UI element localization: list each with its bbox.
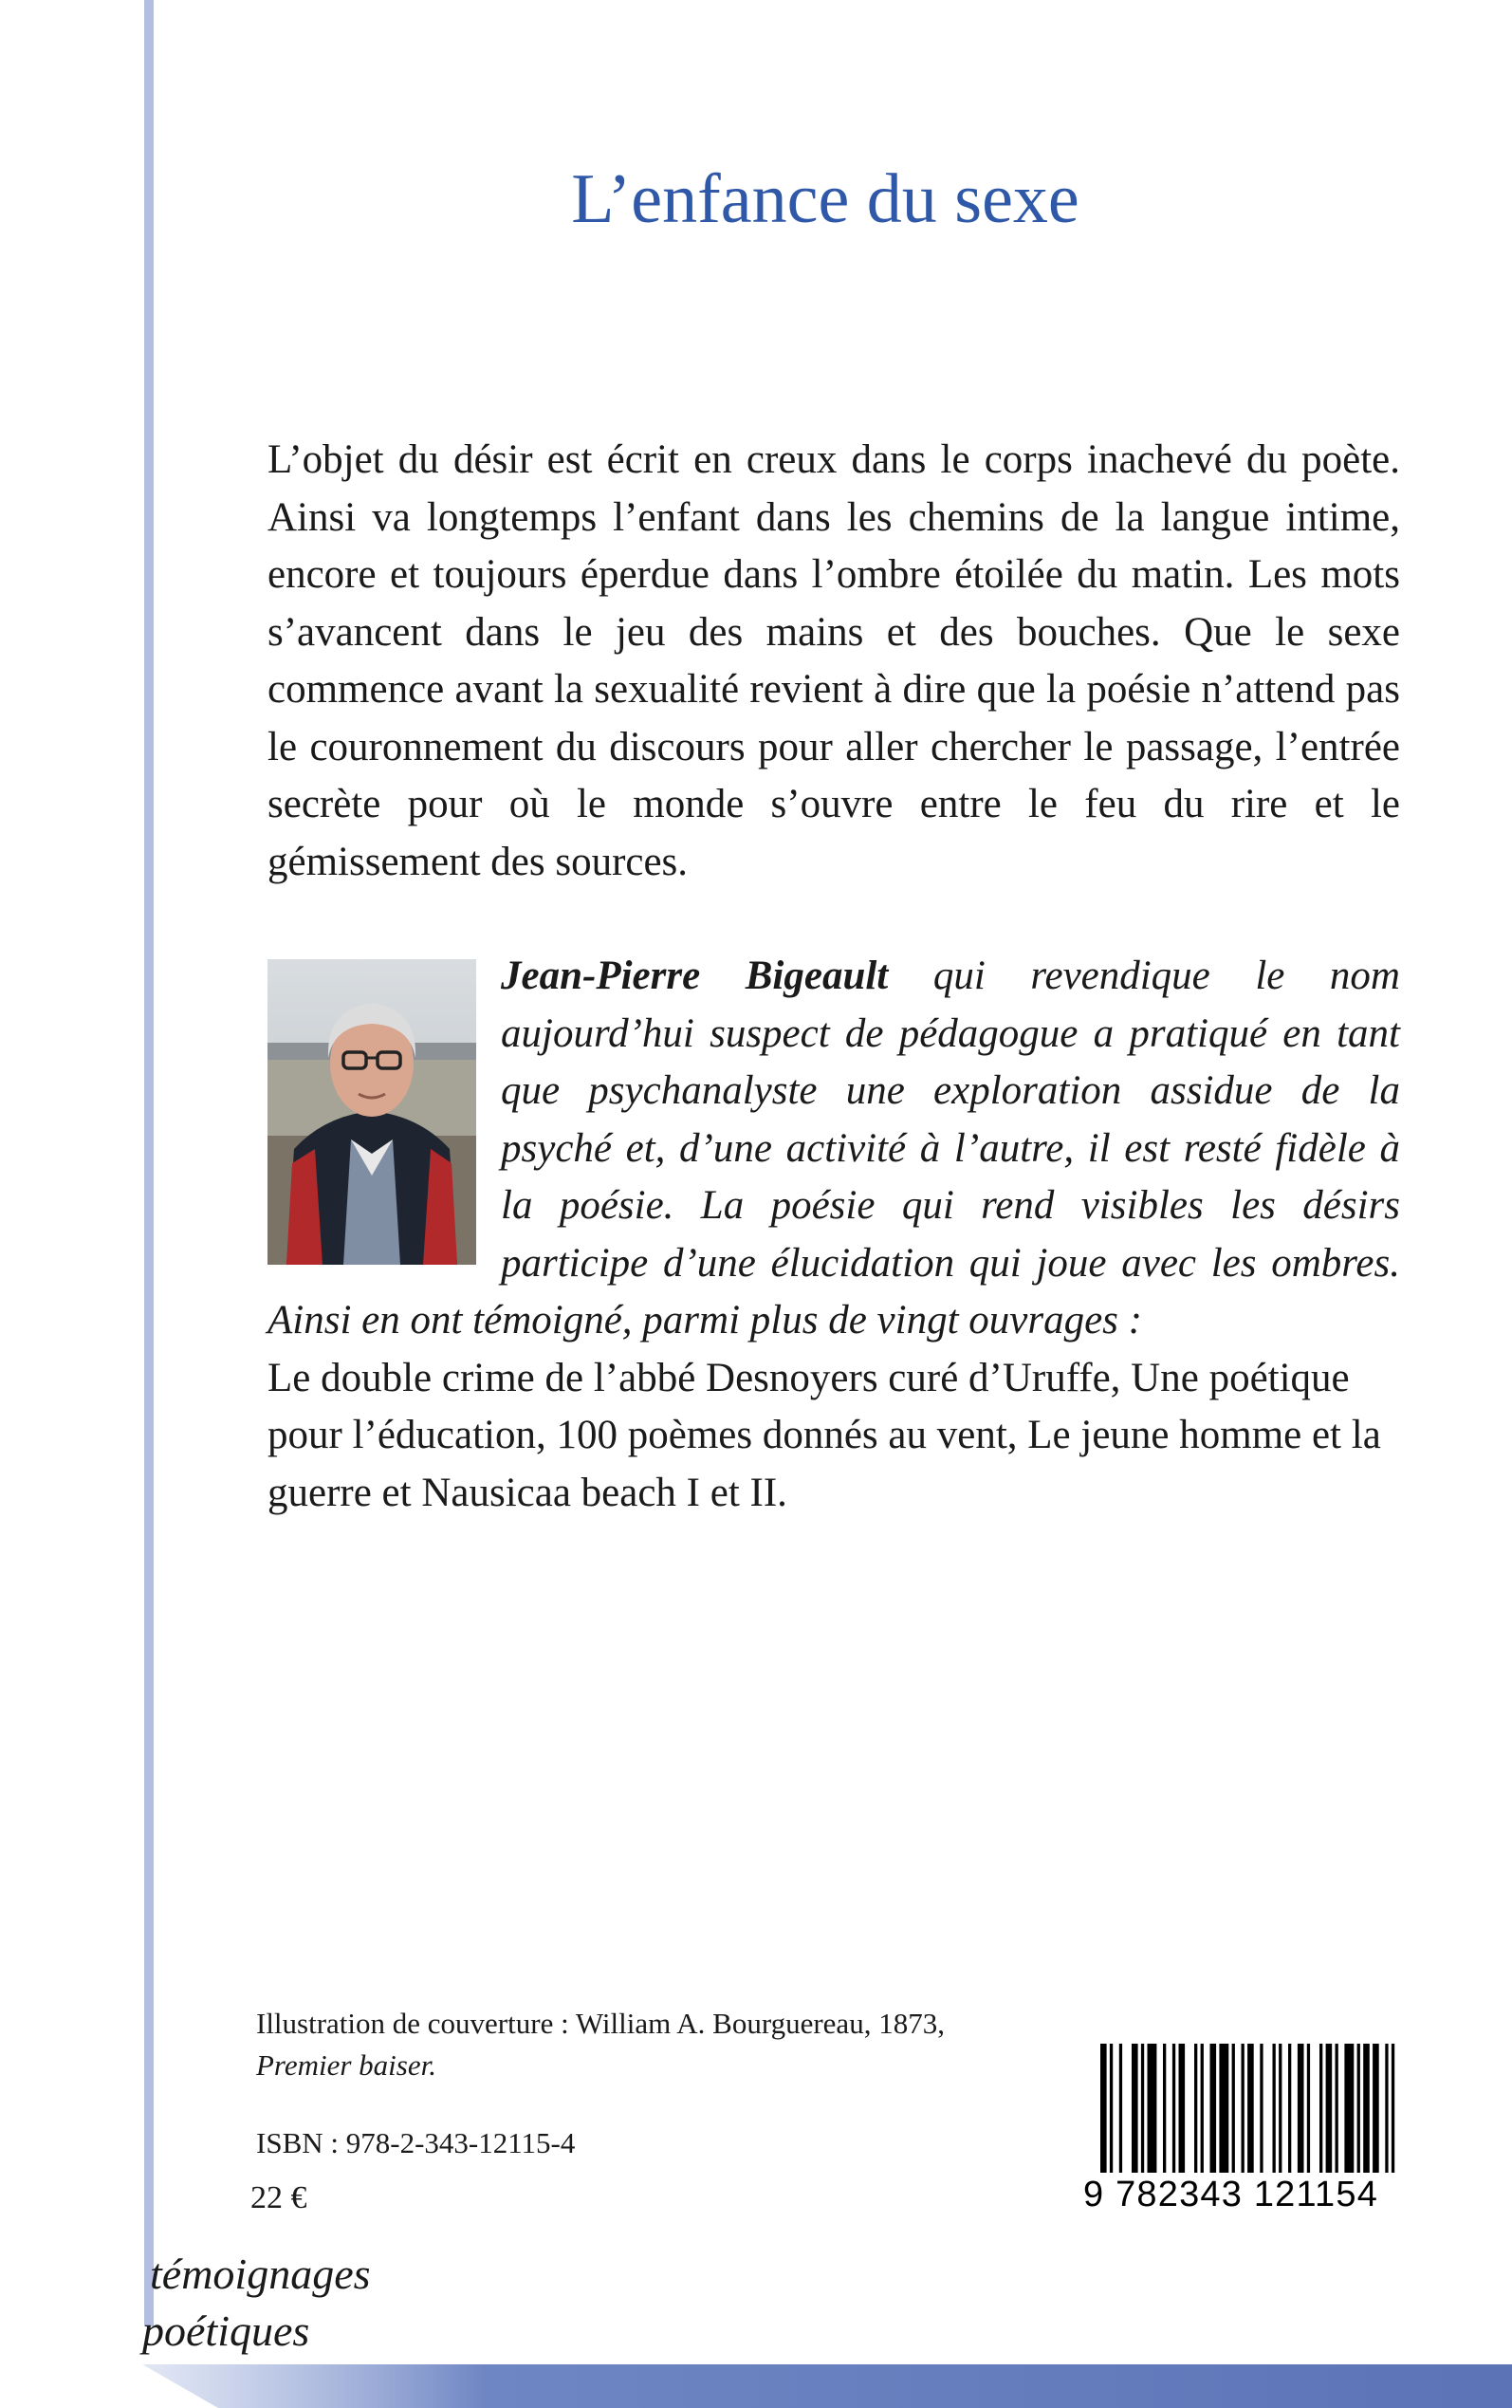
isbn: ISBN : 978-2-343-12115-4 <box>256 2126 576 2159</box>
barcode-bar <box>1194 2044 1197 2173</box>
barcode-digits: 9 782343 121154 <box>1083 2175 1379 2214</box>
barcode-bar <box>1201 2044 1204 2173</box>
barcode-bar <box>1141 2044 1144 2173</box>
cover-illustration-credit <box>256 2003 1110 2086</box>
barcode-bar <box>1132 2044 1138 2173</box>
barcode-bar <box>1119 2044 1122 2173</box>
barcode-bar <box>1219 2044 1228 2173</box>
barcode-bar <box>1373 2044 1379 2173</box>
author-photo <box>267 959 476 1265</box>
author-bio-text: qui revendique le nom aujourd’hui suspect de pédagogue a pratiqué en tant que psychanalyste une exploration assidue de la psyché et, d’une activité à l’autre, il est resté fidèle à la poésie. La poésie qui rend visibles les désirs participe d’une élucidation qui joue avec les ombres. Ainsi en ont témoigné, parmi plus de vingt ouvrages : <box>267 954 1400 1343</box>
author-bio <box>267 948 1400 1522</box>
barcode-bar <box>1260 2044 1263 2173</box>
left-accent-bar <box>144 0 154 2326</box>
author-name: Jean-Pierre Bigeault <box>501 954 889 998</box>
barcode-bar <box>1357 2044 1360 2173</box>
barcode-bar <box>1273 2044 1276 2173</box>
barcode-bar <box>1288 2044 1291 2173</box>
barcode-bar <box>1363 2044 1370 2173</box>
barcode-bar <box>1247 2044 1254 2173</box>
barcode-bar <box>1232 2044 1235 2173</box>
barcode-bar <box>1344 2044 1354 2173</box>
book-description: L’objet du désir est écrit en creux dans le corps inachevé du poète. Ainsi va longtemps l’enfant dans les chemins de la langue intime, encore et toujours éperdue dans l’ombre étoilée du matin. Les mots s’avancent dans le jeu des mains et des bouches. Que le sexe commence avant la sexualité revient à dire que la poésie n’attend pas le couronnement du discours pour aller chercher le passage, l’entrée secrète pour où le monde s’ouvre entre le feu du rire et le gémissement des sources. <box>267 437 1400 884</box>
barcode-bar <box>1110 2044 1113 2173</box>
barcode-bar <box>1385 2044 1388 2173</box>
price: 22 € <box>250 2180 307 2215</box>
book-title: L’enfance du sexe <box>571 160 1079 238</box>
series-line-1: témoignages <box>150 2250 371 2298</box>
barcode-bars <box>1098 2044 1398 2173</box>
credit-line: Illustration de couverture : William A. Bourguereau, 1873, <box>256 2007 945 2040</box>
barcode-bar <box>1307 2044 1310 2173</box>
barcode-bar <box>1279 2044 1282 2173</box>
footer-band <box>0 2326 1512 2408</box>
author-works: Le double crime de l’abbé Desnoyers curé d’Uruffe, Une poétique pour l’éducation, 100 poèmes donnés au vent, Le jeune homme et la guerre et Nausicaa beach I et II. <box>267 1355 1381 1515</box>
barcode-bar <box>1179 2044 1186 2173</box>
barcode-bar <box>1319 2044 1322 2173</box>
barcode-bar <box>1298 2044 1304 2173</box>
credit-work-title: Premier baiser. <box>256 2048 436 2082</box>
barcode-bar <box>1326 2044 1333 2173</box>
barcode-bar <box>1242 2044 1245 2173</box>
barcode-bar <box>1210 2044 1217 2173</box>
barcode-bar <box>1163 2044 1166 2173</box>
barcode-bar <box>1100 2044 1107 2173</box>
barcode-bar <box>1392 2044 1394 2173</box>
barcode-bar <box>1148 2044 1157 2173</box>
barcode-bar <box>1336 2044 1338 2173</box>
series-line-2: poétiques <box>142 2306 310 2355</box>
barcode-bar <box>1172 2044 1175 2173</box>
